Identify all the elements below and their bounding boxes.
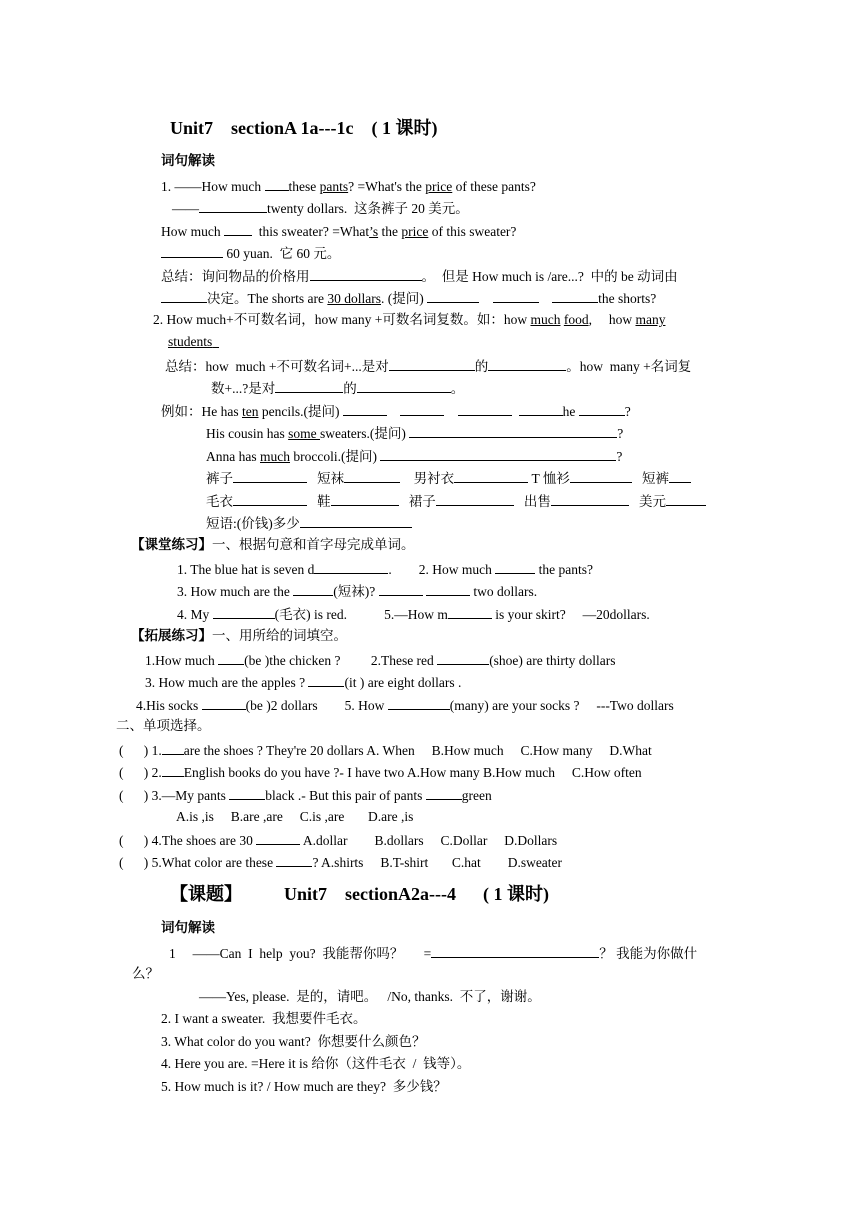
line-12: His cousin has some sweaters.(提问) ? [206,423,623,443]
answer-blank[interactable] [300,513,412,528]
vocab-row-1: 裤子 短袜 男衬衣 T 恤衫 短裤 [206,468,691,488]
line-13: Anna has much broccoli.(提问) ? [206,446,622,466]
line-6: 决定。The shorts are 30 dollars. (提问) the shorts? [161,288,656,308]
answer-blank[interactable] [551,491,629,506]
mc-q3: ( ) 3.—My pants black .- But this pair of pants green [119,785,492,805]
answer-blank[interactable] [233,468,307,483]
classwork-heading: 【课堂练习】一、根据句意和首字母完成单词。 [131,537,415,552]
s2-line-2: ——Yes, please. 是的，请吧。 /No, thanks. 不了，谢谢。 [199,989,541,1004]
answer-blank[interactable] [276,852,312,867]
line-2: —— twenty dollars. 这条裤子 20 美元。 [172,198,469,218]
answer-blank[interactable] [161,243,223,258]
answer-blank[interactable] [162,740,184,755]
answer-blank[interactable] [570,468,632,483]
answer-blank[interactable] [256,830,300,845]
vocab-heading-2: 词句解读 [161,920,215,935]
answer-blank[interactable] [202,695,246,710]
answer-blank[interactable] [579,401,625,416]
answer-blank[interactable] [436,491,514,506]
answer-blank[interactable] [388,695,450,710]
line-9: 总结：how much +不可数名词+...是对 的 。how many +名词复 [165,356,691,376]
answer-blank[interactable] [213,604,275,619]
answer-blank[interactable] [265,176,289,191]
answer-blank[interactable] [314,559,388,574]
answer-blank[interactable] [495,559,535,574]
answer-blank[interactable] [293,581,333,596]
answer-blank[interactable] [344,468,400,483]
answer-blank[interactable] [357,378,451,393]
extension-e1-e2: 1.How much (be )the chicken ? 2.These red (shoe) are thirty dollars [145,650,616,670]
vocab-heading: 词句解读 [161,153,215,168]
line-5: 总结：询问物品的价格用 。 但是 How much is /are...? 中的 be 动词由 [161,266,678,286]
answer-blank[interactable] [493,288,539,303]
answer-blank[interactable] [310,266,422,281]
answer-blank[interactable] [380,446,616,461]
line-3: How much this sweater? =What’s the price of this sweater? [161,221,516,241]
mc-q5: ( ) 5.What color are these ? A.shirts B.T-shirt C.hat D.sweater [119,852,562,872]
phrase-line: 短语:(价钱)多少 [206,513,412,533]
vocab-row-2: 毛衣 鞋 裙子 出售 美元 [206,491,706,511]
answer-blank[interactable] [233,491,307,506]
answer-blank[interactable] [458,401,512,416]
classwork-q4-q5: 4. My (毛衣) is red. 5.—How m is your skirt? —20dollars. [177,604,650,624]
answer-blank[interactable] [426,581,470,596]
mc-q2: ( ) 2. English books do you have ?- I have two A.How many B.How much C.How often [119,762,642,782]
answer-blank[interactable] [308,672,344,687]
section2-title: 【课题】 Unit7 sectionA2a---4 ( 1 课时) [170,884,549,904]
line-1: 1. ——How much these pants? =What's the price of these pants? [161,176,536,196]
section1-title: Unit7 sectionA 1a---1c ( 1 课时) [170,118,438,138]
answer-blank[interactable] [454,468,528,483]
answer-blank[interactable] [426,785,462,800]
line-8: students [168,334,213,349]
answer-blank[interactable] [161,288,207,303]
mc-q3-options: A.is ,is B.are ,are C.is ,are D.are ,is [176,809,414,824]
answer-blank[interactable] [409,423,617,438]
answer-blank[interactable] [669,468,691,483]
line-4: 60 yuan. 它 60 元。 [161,243,340,263]
answer-blank[interactable] [519,401,563,416]
classwork-q1-q2: 1. The blue hat is seven d . 2. How much the pants? [177,559,593,579]
classwork-q3: 3. How much are the (短袜)? two dollars. [177,581,537,601]
s2-line-5: 4. Here you are. =Here it is 给你（这件毛衣 / 钱等）。 [161,1056,471,1071]
s2-line-1-cont: 么？ [132,966,159,981]
line-7: 2. How much+不可数名词，how many +可数名词复数。如：how much food, how many [153,312,666,327]
part2-heading: 二、单项选择。 [116,718,211,733]
s2-line-1: 1 ——Can I help you? 我能帮你吗？ = ？ 我能为你做什 [169,943,697,963]
answer-blank[interactable] [162,762,184,777]
mc-q4: ( ) 4.The shoes are 30 A.dollar B.dollars C.Dollar D.Dollars [119,830,557,850]
answer-blank[interactable] [275,378,343,393]
answer-blank[interactable] [488,356,566,371]
answer-blank[interactable] [199,198,267,213]
answer-blank[interactable] [343,401,387,416]
line-10: 数+...?是对 的 。 [211,378,464,398]
line-11: 例如：He has ten pencils.(提问) he ? [161,401,631,421]
answer-blank[interactable] [448,604,492,619]
extension-heading: 【拓展练习】一、用所给的词填空。 [131,628,347,643]
s2-line-3: 2. I want a sweater. 我想要件毛衣。 [161,1011,367,1026]
extension-e3: 3. How much are the apples ? (it ) are eight dollars . [145,672,461,692]
answer-blank[interactable] [666,491,706,506]
answer-blank[interactable] [427,288,479,303]
answer-blank[interactable] [224,221,252,236]
s2-line-4: 3. What color do you want? 你想要什么颜色？ [161,1034,426,1049]
answer-blank[interactable] [552,288,598,303]
answer-blank[interactable] [229,785,265,800]
s2-line-6: 5. How much is it? / How much are they? 多少钱？ [161,1079,447,1094]
answer-blank[interactable] [437,650,489,665]
mc-q1: ( ) 1. are the shoes ? They're 20 dollars A. When B.How much C.How many D.What [119,740,652,760]
answer-blank[interactable] [379,581,423,596]
answer-blank[interactable] [331,491,399,506]
answer-blank[interactable] [400,401,444,416]
extension-e4-e5: 4.His socks (be )2 dollars 5. How (many) are your socks ? ---Two dollars [136,695,674,715]
answer-blank[interactable] [431,943,599,958]
answer-blank[interactable] [389,356,475,371]
answer-blank[interactable] [218,650,244,665]
